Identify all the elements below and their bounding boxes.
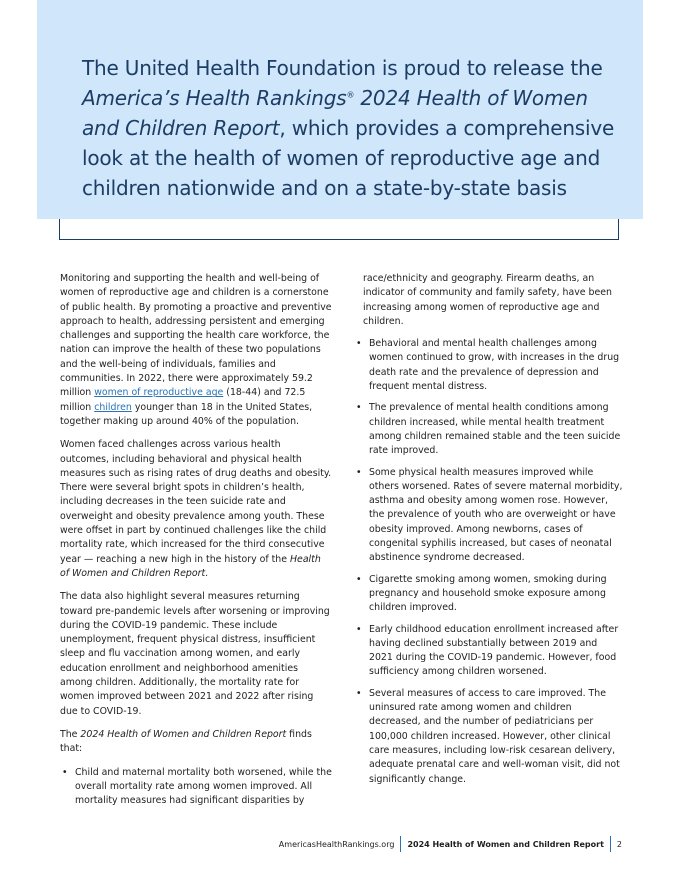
hero-text-b: , which provides a comprehensive look at the health of women of reproductive age and children nationwide and on a state-by-state basis (82, 116, 615, 200)
list-item: • Several measures of access to care improved. The uninsured rate among women and children decreased, and the number of pediatricians per 100,000 children increased. However, other clinical care measures, including low-risk cesarean delivery, adequate prenatal care and well-woman visit, did not significantly change. (356, 687, 620, 785)
footer-report-title: 2024 Health of Women and Children Report (407, 839, 604, 849)
footer-site-link[interactable]: AmericasHealthRankings.org (278, 839, 395, 849)
list-item: • Cigarette smoking among women, smoking during pregnancy and household smoke exposure among children improved. (356, 573, 607, 614)
hero-statement (82, 53, 622, 203)
list-item: • The prevalence of mental health conditions among children increased, while mental health treatment among children remained stable and the teen suicide rate improved. (356, 402, 621, 457)
page-number: 2 (616, 839, 622, 849)
paragraph-pandemic: The data also highlight several measures returning toward pre-pandemic levels after worsening or improving during the COVID-19 pandemic. These include unemployment, frequent physical distress, insufficient sleep and flu vaccination among women, and early education enrollment and neighborhood amenities among children. Additionally, the mortality rate for women improved between 2021 and 2022 after rising due to COVID-19. (60, 591, 330, 717)
registered-mark: ® (346, 90, 355, 100)
list-item: • Child and maternal mortality both worsened, while the overall mortality rate among women improved. All mortality measures had significant disparities by (62, 766, 332, 807)
list-item: • Behavioral and mental health challenges among women continued to grow, with increases in the drug death rate and the prevalence of depression and frequent mental distress. (356, 338, 620, 393)
left-column (60, 272, 332, 815)
hero-title-a: America’s Health Rankings® 2024 Health of Women and Children Report (82, 86, 588, 140)
list-item: • Early childhood education enrollment increased after having declined substantially between 2019 and 2021 during the COVID-19 pandemic. However, food sufficiency among children worsened. (356, 623, 619, 678)
footer-divider (610, 836, 611, 852)
findings-list-left (60, 766, 332, 809)
paragraph-finds: The 2024 Health of Women and Children Report finds that: (60, 728, 312, 755)
link-women-reproductive-age[interactable]: women of reproductive age (94, 387, 224, 399)
link-children[interactable]: children (94, 401, 132, 413)
right-column (354, 272, 624, 794)
paragraph-challenges: Women faced challenges across various health outcomes, including behavioral and physical health measures such as rising rates of drug deaths and obesity. There were several bright spots in children’s health, including decreases in the teen suicide rate and overweight and obesity prevalence among youth. These were offset in part by continued challenges like the child mortality rate, which increased for the third consecutive year — reaching a new high in the history of the Health of Women and Children Report. (60, 439, 332, 579)
findings-list-right (354, 337, 624, 787)
paragraph-intro: Monitoring and supporting the health and well-being of women of reproductive age and children is a cornerstone of public health. By promoting a proactive and preventive approach to health, addressing persistent and emerging challenges and supporting the health care workforce, the nation can improve the health of these two populations and the well-being of individuals, families and communities. In 2022, there were approximately 59.2 million women of reproductive age (18-44) and 72.5 million children younger than 18 in the United States, together making up around 40% of the population. (60, 273, 332, 427)
list-item: • Some physical health measures improved while others worsened. Rates of severe maternal morbidity, asthma and obesity among women rose. However, the prevalence of youth who are overweight or have obesity improved. Among newborns, cases of congenital syphilis increased, but cases of neonatal abstinence syndrome decreased. (356, 466, 623, 564)
page-footer (279, 835, 622, 853)
hero-text-a: The United Health Foundation is proud to release the (82, 56, 603, 80)
footer-divider (400, 836, 401, 852)
bullet-continuation: race/ethnicity and geography. Firearm deaths, an indicator of community and family safety, have been increasing among women of reproductive age and children. (363, 273, 612, 327)
